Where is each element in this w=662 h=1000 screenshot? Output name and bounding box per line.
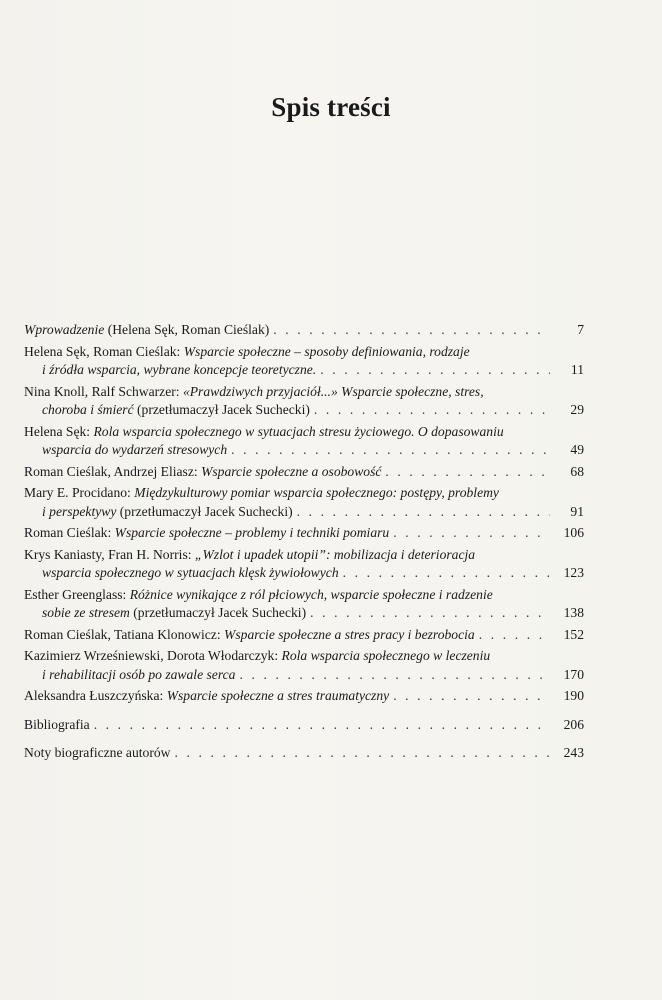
toc-page-number: 152: [563, 626, 584, 642]
toc-entry-text: Wprowadzenie (Helena Sęk, Roman Cieślak): [24, 322, 270, 337]
toc-page-number: 170: [563, 666, 584, 682]
toc-page-number: 206: [563, 716, 584, 732]
toc-entry-line: [24, 744, 584, 763]
toc-entry-text: sobie ze stresem (przetłumaczył Jacek Suchecki): [42, 605, 307, 620]
toc-entry-text: Roman Cieślak: Wsparcie społeczne – problemy i techniki pomiaru: [24, 525, 390, 540]
toc-entry-line: [24, 716, 584, 735]
toc-entry-text: Aleksandra Łuszczyńska: Wsparcie społeczne a stres traumatyczny: [24, 688, 390, 703]
dot-leader: [320, 361, 550, 380]
toc-entry-line: Nina Knoll, Ralf Schwarzer: «Prawdziwych przyjaciół...» Wsparcie społeczne, stres,: [24, 383, 484, 399]
toc-entry-line: [24, 463, 584, 482]
toc-entry: [24, 423, 584, 460]
dot-leader: [393, 524, 550, 543]
dot-leader: [479, 626, 550, 645]
toc-page-number: 91: [570, 503, 584, 519]
dot-leader: [343, 564, 550, 583]
toc-entry-text: i perspektywy (przetłumaczył Jacek Suchecki): [42, 503, 293, 519]
toc-entry-text: Roman Cieślak, Tatiana Klonowicz: Wsparcie społeczne a stres pracy i bezrobocia: [24, 626, 475, 642]
toc-page-number: 138: [563, 605, 584, 620]
toc-entry-line: [24, 564, 584, 583]
dot-leader: [385, 463, 550, 482]
toc-entry-line: [24, 524, 584, 543]
toc-entry-text: choroba i śmierć (przetłumaczył Jacek Suchecki): [42, 402, 310, 417]
toc-entry-line: [24, 401, 584, 420]
toc-entry-line: [24, 441, 584, 460]
toc-entry: [24, 484, 584, 521]
toc-entry: [24, 647, 584, 684]
toc-entry-text: Noty biograficzne autorów: [24, 745, 171, 760]
toc-entry: [24, 546, 584, 583]
toc-entry-line: [24, 666, 584, 685]
dot-leader: [239, 666, 550, 685]
dot-leader: [393, 687, 550, 706]
toc-entry-line: Helena Sęk: Rola wsparcia społecznego w sytuacjach stresu życiowego. O dopasowaniu: [24, 423, 504, 439]
toc-entry-line: [24, 361, 584, 380]
page-title: Spis treści: [271, 92, 391, 122]
toc-entry-line: [24, 626, 584, 645]
toc-entry-line: Helena Sęk, Roman Cieślak: Wsparcie społeczne – sposoby definiowania, rodzaje: [24, 343, 470, 359]
toc-page-number: 11: [570, 362, 584, 377]
toc-entry: [24, 343, 584, 380]
dot-leader: [94, 716, 550, 735]
toc-entry: [24, 383, 584, 420]
toc-entry-line: [24, 321, 584, 340]
toc-entry: [24, 716, 584, 735]
toc-entry-line: Kazimierz Wrześniewski, Dorota Włodarczyk: Rola wsparcia społecznego w leczeniu: [24, 648, 491, 663]
toc-entry-text: i rehabilitacji osób po zawale serca: [42, 666, 236, 682]
table-of-contents: [24, 321, 584, 763]
toc-entry-text: Bibliografia: [24, 716, 90, 732]
toc-entry: [24, 463, 584, 482]
toc-entry: [24, 744, 584, 763]
toc-entry-line: [24, 503, 584, 522]
toc-entry-text: i źródła wsparcia, wybrane koncepcje teoretyczne.: [42, 362, 317, 377]
toc-page-number: 7: [577, 322, 584, 337]
toc-entry-line: [24, 604, 584, 623]
toc-page-number: 29: [570, 402, 584, 417]
toc-entry-line: Esther Greenglass: Różnice wynikające z ról płciowych, wsparcie społeczne i radzenie: [24, 586, 493, 602]
toc-page-number: 49: [570, 442, 584, 457]
toc-entry-line: [24, 687, 584, 706]
dot-leader: [231, 441, 550, 460]
toc-page-number: 68: [570, 463, 584, 479]
toc-entry-line: Mary E. Procidano: Międzykulturowy pomiar wsparcia społecznego: postępy, problemy: [24, 485, 499, 500]
dot-leader: [174, 744, 550, 763]
toc-entry: [24, 321, 584, 340]
toc-page-number: 123: [563, 565, 584, 580]
toc-page-number: 106: [563, 525, 584, 540]
toc-entry-line: Krys Kaniasty, Fran H. Norris: „Wzlot i upadek utopii”: mobilizacja i deterioracja: [24, 546, 476, 562]
toc-page-number: 190: [563, 688, 584, 703]
dot-leader: [273, 321, 550, 340]
toc-entry-text: wsparcia do wydarzeń stresowych: [42, 442, 228, 457]
toc-entry: [24, 687, 584, 706]
toc-entry: [24, 586, 584, 623]
toc-entry-text: wsparcia społecznego w sytuacjach klęsk żywiołowych: [42, 565, 339, 580]
dot-leader: [310, 604, 550, 623]
toc-entry-text: Roman Cieślak, Andrzej Eliasz: Wsparcie społeczne a osobowość: [24, 463, 382, 479]
dot-leader: [297, 503, 550, 522]
toc-entry: [24, 626, 584, 645]
toc-page-number: 243: [563, 745, 584, 760]
toc-entry: [24, 524, 584, 543]
dot-leader: [314, 401, 550, 420]
